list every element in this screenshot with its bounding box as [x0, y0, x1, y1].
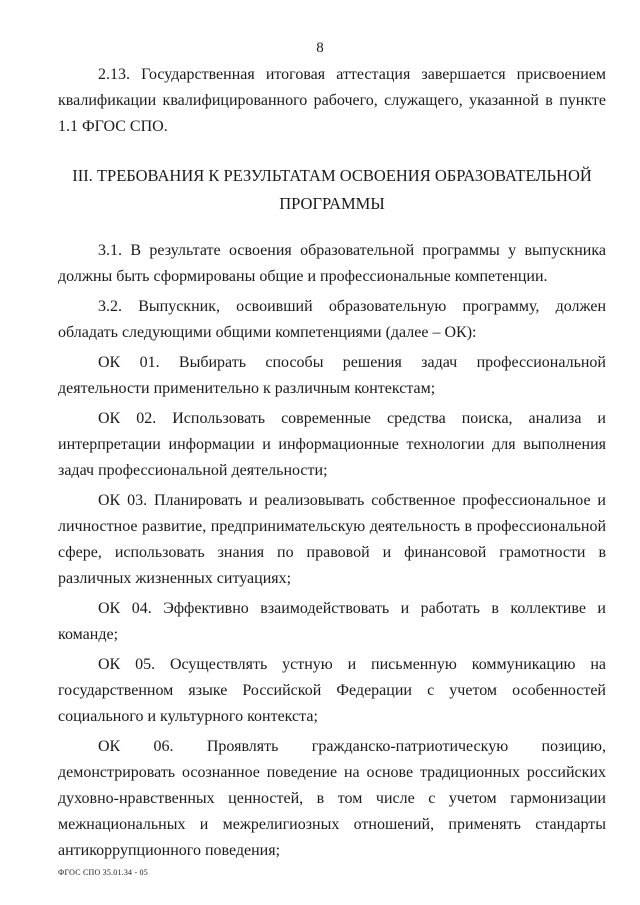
competency-ok-02: ОК 02. Использовать современные средства поиска, анализа и интерпретации информации и информационные технологии для выполнения задач профессиональной деятельности;: [58, 410, 606, 479]
paragraph-3-1: 3.1. В результате освоения образовательной программы у выпускника должны быть сформированы общие и профессиональные компетенции.: [58, 242, 606, 285]
competency-ok-03: ОК 03. Планировать и реализовывать собственное профессиональное и личностное развитие, предпринимательскую деятельность в профессиональной сфере, использовать знания по правовой и финансовой грамотности в различных жизненных ситуациях;: [58, 492, 606, 587]
paragraph-2-13: 2.13. Государственная итоговая аттестация завершается присвоением квалификации квалифицированного рабочего, служащего, указанной в пункте 1.1 ФГОС СПО.: [58, 66, 606, 135]
competency-ok-06: ОК 06. Проявлять гражданско-патриотическую позицию, демонстрировать осознанное поведение на основе традиционных российских духовно-нравственных ценностей, в том числе с учетом гармонизации межнациональных и межрелигиозных отношений, применять стандарты антикоррупционного поведения;: [58, 738, 606, 859]
page-number: 8: [316, 40, 324, 56]
competency-ok-04: ОК 04. Эффективно взаимодействовать и работать в коллективе и команде;: [58, 600, 606, 643]
competency-ok-01: ОК 01. Выбирать способы решения задач профессиональной деятельности применительно к различным контекстам;: [58, 354, 606, 397]
paragraph-3-2: 3.2. Выпускник, освоивший образовательную программу, должен обладать следующими общими компетенциями (далее – ОК):: [58, 298, 606, 341]
competency-ok-05: ОК 05. Осуществлять устную и письменную коммуникацию на государственном языке Российской Федерации с учетом особенностей социального и культурного контекста;: [58, 656, 606, 725]
footer-code: ФГОС СПО 35.01.34 - 05: [58, 868, 148, 877]
section-heading: III. ТРЕБОВАНИЯ К РЕЗУЛЬТАТАМ ОСВОЕНИЯ ОБРАЗОВАТЕЛЬНОЙ ПРОГРАММЫ: [72, 166, 592, 213]
document-body: [58, 62, 606, 868]
